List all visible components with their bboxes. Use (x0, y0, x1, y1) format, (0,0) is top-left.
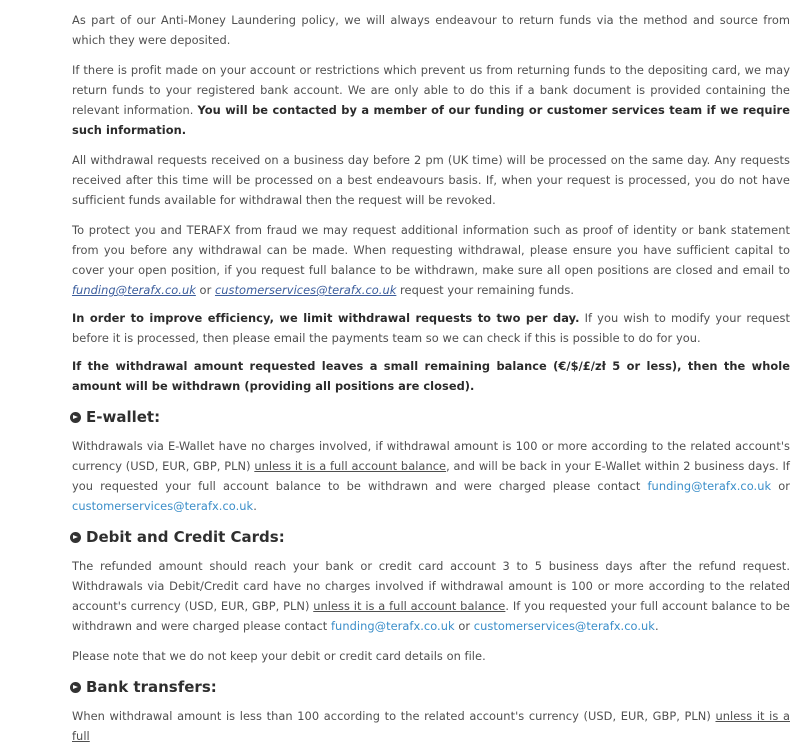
funding-email-link[interactable]: funding@terafx.co.uk (72, 283, 196, 297)
cards-end-text: . (654, 619, 659, 633)
ewallet-funding-email-link[interactable]: funding@terafx.co.uk (647, 479, 772, 493)
cards-underline-text: unless it is a full account balance (313, 599, 506, 613)
efficiency-text: If you wish to modify your request before it is processed, then please email the payments team so we can check if this is possible to do for you. (72, 311, 790, 345)
bank-heading-text: Bank transfers: (86, 678, 217, 696)
customerservices-email-link[interactable]: customerservices@terafx.co.uk (214, 283, 397, 297)
cards-heading-text: Debit and Credit Cards: (86, 528, 285, 546)
profit-paragraph (72, 60, 790, 140)
profit-bold-text: You will be contacted by a member of our funding or customer services team if we require such information. (72, 103, 790, 137)
fraud-end-text: request your remaining funds. (396, 283, 575, 297)
processing-paragraph (72, 150, 790, 210)
ewallet-heading (70, 406, 790, 428)
circle-arrow-right-icon (70, 412, 81, 423)
ewallet-text-2: , and will be back in your E-Wallet within 2 business days. If you requested your full account balance to be withdrawn and were charged please contact (72, 459, 790, 493)
profit-text: If there is profit made on your account or restrictions which prevent us from returning funds to the depositing card, we may return funds to your registered bank account. We are only able to do this if a bank document is provided containing the relevant information. (72, 63, 790, 117)
withdrawal-policy-content (72, 10, 790, 756)
bank-paragraph (72, 706, 790, 746)
or-text: or (195, 283, 215, 297)
ewallet-or-text: or (771, 479, 790, 493)
aml-paragraph (72, 10, 790, 50)
ewallet-customerservices-email-link[interactable]: customerservices@terafx.co.uk (72, 499, 254, 513)
ewallet-text: Withdrawals via E-Wallet have no charges involved, if withdrawal amount is 100 or more according to the related account's currency (USD, EUR, GBP, PLN) (72, 439, 790, 473)
circle-arrow-right-icon (70, 532, 81, 543)
cards-text-2: . If you requested your full account balance to be withdrawn and were charged please contact (72, 599, 790, 633)
cards-paragraph (72, 556, 790, 636)
cards-heading (70, 526, 790, 548)
cards-funding-email-link[interactable]: funding@terafx.co.uk (330, 619, 455, 633)
cards-or-text: or (454, 619, 474, 633)
small-balance-paragraph (72, 356, 790, 396)
small-balance-bold-text: If the withdrawal amount requested leaves a small remaining balance (€/$/£/zł 5 or less), then the whole amount will be withdrawn (providing all positions are closed). (72, 359, 790, 393)
efficiency-paragraph (72, 308, 790, 348)
cards-customerservices-email-link[interactable]: customerservices@terafx.co.uk (473, 619, 655, 633)
ewallet-heading-text: E-wallet: (86, 408, 161, 426)
ewallet-paragraph (72, 436, 790, 516)
bank-text: When withdrawal amount is less than 100 according to the related account's currency (USD, EUR, GBP, PLN) (72, 709, 716, 723)
cards-text: The refunded amount should reach your bank or credit card account 3 to 5 business days after the refund request. Withdrawals via Debit/Credit card have no charges involved if withdrawal amount is 100 or more according to the related account's currency (USD, EUR, GBP, PLN) (72, 559, 790, 613)
circle-arrow-right-icon (70, 682, 81, 693)
fraud-text: To protect you and TERAFX from fraud we may request additional information such as proof of identity or bank statement from you before any withdrawal can be made. When requesting withdrawal, please ensure you have sufficient capital to cover your open position, if you request full balance to be withdrawn, make sure all open positions are closed and email to (72, 223, 790, 277)
fraud-paragraph (72, 220, 790, 300)
bank-underline-text: unless it is a full (72, 709, 790, 743)
aml-text: As part of our Anti-Money Laundering policy, we will always endeavour to return funds via the method and source from which they were deposited. (72, 13, 790, 47)
ewallet-underline-text: unless it is a full account balance (254, 459, 447, 473)
ewallet-end-text: . (253, 499, 257, 513)
cards-note-paragraph (72, 646, 790, 666)
cards-note-text: Please note that we do not keep your debit or credit card details on file. (72, 649, 486, 663)
processing-text: All withdrawal requests received on a business day before 2 pm (UK time) will be processed on the same day. Any requests received after this time will be processed on a best endeavours basis. If, when your request is processed, you do not have sufficient funds available for withdrawal then the request will be revoked. (72, 153, 790, 207)
bank-heading (70, 676, 790, 698)
efficiency-bold-text: In order to improve efficiency, we limit withdrawal requests to two per day. (72, 311, 580, 325)
